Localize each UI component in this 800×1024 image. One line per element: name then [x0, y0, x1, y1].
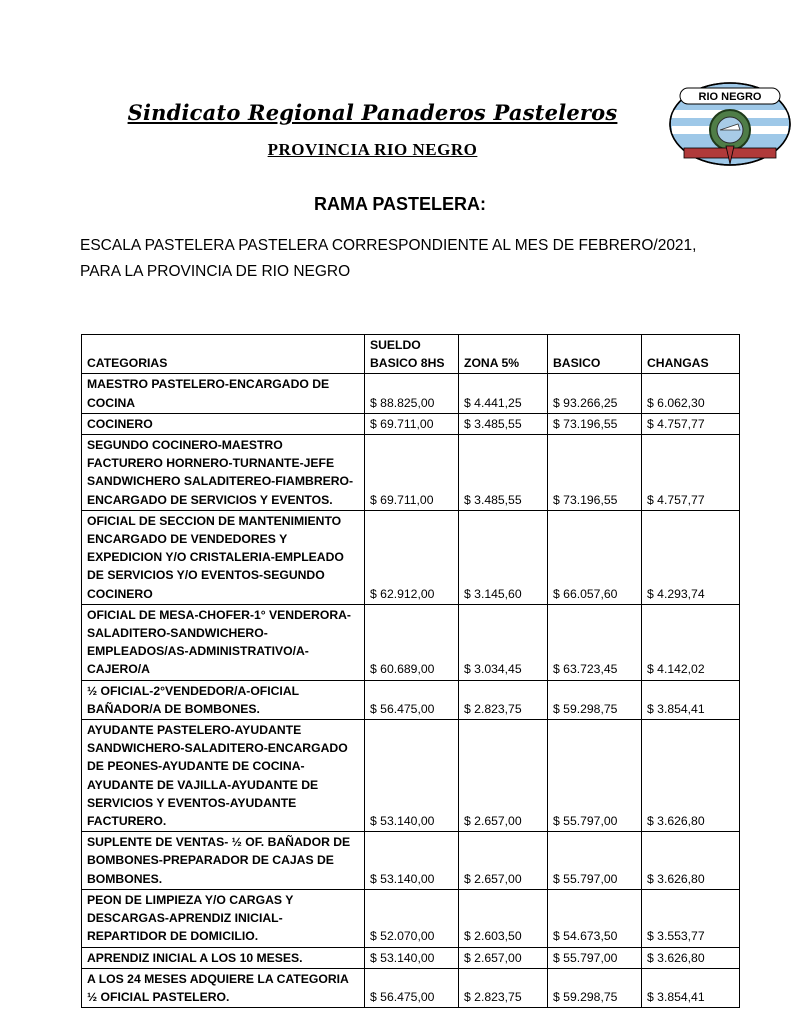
category-line: COCINERO	[87, 416, 153, 431]
table-row	[82, 435, 740, 511]
category-cell	[82, 947, 365, 968]
category-line: BOMBONES.	[87, 871, 163, 886]
category-line: BAÑADOR/A DE BOMBONES.	[87, 701, 260, 716]
category-cell	[82, 374, 365, 413]
category-cell	[82, 413, 365, 434]
zona-cell: $ 4.441,25	[459, 374, 548, 413]
table-row	[82, 374, 740, 413]
basico-cell: $ 59.298,75	[548, 680, 642, 719]
category-line: EMPLEADOS/AS-ADMINISTRATIVO/A-	[87, 644, 309, 659]
salary-table	[81, 334, 740, 1008]
basico-cell: $ 73.196,55	[548, 435, 642, 511]
sueldo-cell: $ 88.825,00	[365, 374, 459, 413]
category-cell	[82, 832, 365, 890]
table-row	[82, 510, 740, 604]
changas-cell: $ 4.142,02	[642, 604, 740, 680]
sueldo-cell: $ 60.689,00	[365, 604, 459, 680]
sueldo-cell: $ 53.140,00	[365, 832, 459, 890]
changas-cell: $ 3.626,80	[642, 720, 740, 832]
table-row	[82, 832, 740, 890]
changas-cell: $ 3.854,41	[642, 680, 740, 719]
category-line: AYUDANTE DE VAJILLA-AYUDANTE DE	[87, 777, 319, 792]
zona-cell: $ 3.485,55	[459, 413, 548, 434]
zona-cell: $ 3.145,60	[459, 510, 548, 604]
category-line: APRENDIZ INICIAL A LOS 10 MESES.	[87, 950, 303, 965]
basico-cell: $ 55.797,00	[548, 720, 642, 832]
category-line: CAJERO/A	[87, 662, 150, 677]
header-sueldo-line2: BASICO 8HS	[370, 356, 445, 371]
table-header-row	[82, 335, 740, 374]
sueldo-cell: $ 53.140,00	[365, 720, 459, 832]
category-line: A LOS 24 MESES ADQUIERE LA CATEGORIA	[87, 971, 349, 986]
category-line: ½ OFICIAL-2°VENDEDOR/A-OFICIAL	[87, 683, 300, 698]
basico-cell: $ 93.266,25	[548, 374, 642, 413]
category-line: SUPLENTE DE VENTAS- ½ OF. BAÑADOR DE	[87, 835, 351, 850]
category-cell	[82, 510, 365, 604]
category-line: SALADITERO-SANDWICHERO-	[87, 626, 268, 641]
changas-cell: $ 3.854,41	[642, 968, 740, 1007]
category-line: ½ OFICIAL PASTELERO.	[87, 989, 230, 1004]
category-cell	[82, 680, 365, 719]
zona-cell: $ 3.485,55	[459, 435, 548, 511]
table-row	[82, 604, 740, 680]
sueldo-cell: $ 52.070,00	[365, 889, 459, 947]
sueldo-cell: $ 69.711,00	[365, 435, 459, 511]
rio-negro-emblem	[666, 80, 794, 168]
basico-cell: $ 59.298,75	[548, 968, 642, 1007]
changas-cell: $ 3.553,77	[642, 889, 740, 947]
category-line: MAESTRO PASTELERO-ENCARGADO DE	[87, 377, 330, 392]
category-line: SANDWICHERO-SALADITERO-ENCARGADO	[87, 741, 348, 756]
basico-cell: $ 63.723,45	[548, 604, 642, 680]
basico-cell: $ 73.196,55	[548, 413, 642, 434]
sueldo-cell: $ 69.711,00	[365, 413, 459, 434]
intro-line-1: ESCALA PASTELERA PASTELERA CORRESPONDIENTE AL MES DE FEBRERO/2021,	[80, 237, 697, 254]
category-cell	[82, 889, 365, 947]
header-zona: ZONA 5%	[459, 335, 548, 374]
sueldo-cell: $ 53.140,00	[365, 947, 459, 968]
category-line: REPARTIDOR DE DOMICILIO.	[87, 929, 259, 944]
category-line: EXPEDICION Y/O CRISTALERIA-EMPLEADO	[87, 550, 344, 565]
table-row	[82, 947, 740, 968]
header-basico: BASICO	[548, 335, 642, 374]
table-row	[82, 720, 740, 832]
header-sueldo-line1: SUELDO	[370, 338, 421, 352]
sueldo-cell: $ 56.475,00	[365, 968, 459, 1007]
category-line: COCINERO	[87, 586, 153, 601]
zona-cell: $ 2.823,75	[459, 680, 548, 719]
category-line: OFICIAL DE MESA-CHOFER-1° VENDERORA-	[87, 607, 351, 622]
category-line: SERVICIOS Y EVENTOS-AYUDANTE	[87, 795, 297, 810]
basico-cell: $ 54.673,50	[548, 889, 642, 947]
category-cell	[82, 720, 365, 832]
category-line: ENCARGADO DE VENDEDORES Y	[87, 532, 288, 547]
zona-cell: $ 3.034,45	[459, 604, 548, 680]
category-line: SEGUNDO COCINERO-MAESTRO	[87, 438, 283, 453]
category-line: BOMBONES-PREPARADOR DE CAJAS DE	[87, 853, 334, 868]
category-line: COCINA	[87, 395, 136, 410]
province-subtitle: PROVINCIA RIO NEGRO	[267, 140, 478, 159]
sueldo-cell: $ 56.475,00	[365, 680, 459, 719]
category-line: FACTURERO HORNERO-TURNANTE-JEFE	[87, 456, 335, 471]
category-line: PEON DE LIMPIEZA Y/O CARGAS Y	[87, 892, 294, 907]
category-line: SANDWICHERO SALADITEREO-FIAMBRERO-	[87, 474, 354, 489]
category-line: DE SERVICIOS Y/O EVENTOS-SEGUNDO	[87, 568, 325, 583]
changas-cell: $ 3.626,80	[642, 832, 740, 890]
zona-cell: $ 2.657,00	[459, 720, 548, 832]
category-cell	[82, 968, 365, 1007]
table-row	[82, 968, 740, 1007]
category-line: OFICIAL DE SECCION DE MANTENIMIENTO	[87, 513, 342, 528]
zona-cell: $ 2.823,75	[459, 968, 548, 1007]
category-line: ENCARGADO DE SERVICIOS Y EVENTOS.	[87, 492, 333, 507]
basico-cell: $ 55.797,00	[548, 947, 642, 968]
changas-cell: $ 4.757,77	[642, 435, 740, 511]
changas-cell: $ 6.062,30	[642, 374, 740, 413]
header-categorias: CATEGORIAS	[82, 335, 365, 374]
section-title: RAMA PASTELERA:	[314, 194, 486, 214]
table-row	[82, 413, 740, 434]
zona-cell: $ 2.657,00	[459, 832, 548, 890]
changas-cell: $ 4.293,74	[642, 510, 740, 604]
category-line: FACTURERO.	[87, 814, 167, 829]
intro-text	[80, 233, 760, 285]
category-line: AYUDANTE PASTELERO-AYUDANTE	[87, 723, 302, 738]
intro-line-2: PARA LA PROVINCIA DE RIO NEGRO	[80, 263, 351, 280]
category-cell	[82, 435, 365, 511]
changas-cell: $ 4.757,77	[642, 413, 740, 434]
category-line: DESCARGAS-APRENDIZ INICIAL-	[87, 911, 283, 926]
svg-text:RIO NEGRO: RIO NEGRO	[698, 91, 762, 103]
union-title: Sindicato Regional Panaderos Pasteleros	[127, 100, 618, 125]
basico-cell: $ 66.057,60	[548, 510, 642, 604]
basico-cell: $ 55.797,00	[548, 832, 642, 890]
header-changas: CHANGAS	[642, 335, 740, 374]
sueldo-cell: $ 62.912,00	[365, 510, 459, 604]
category-cell	[82, 604, 365, 680]
zona-cell: $ 2.657,00	[459, 947, 548, 968]
table-row	[82, 889, 740, 947]
table-row	[82, 680, 740, 719]
header-sueldo-basico	[365, 335, 459, 374]
zona-cell: $ 2.603,50	[459, 889, 548, 947]
changas-cell: $ 3.626,80	[642, 947, 740, 968]
category-line: DE PEONES-AYUDANTE DE COCINA-	[87, 759, 305, 774]
